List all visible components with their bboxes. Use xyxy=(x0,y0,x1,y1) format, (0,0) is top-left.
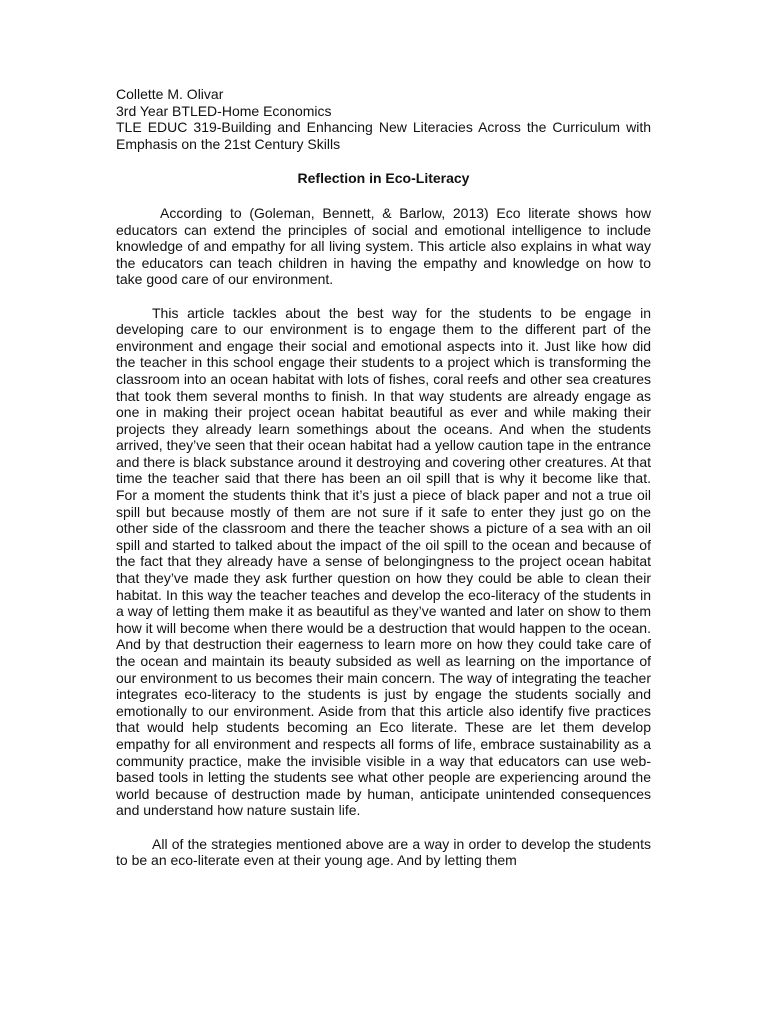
paragraph-2: This article tackles about the best way for the students to be engage in developing care to our environment is to engage them to the different part of the environment and engage their social and emotional aspects into it. Just like how did the teacher in this school engage their students to a project which is transforming the classroom into an ocean habitat with lots of fishes, coral reefs and other sea creatures that took them several months to finish. In that way students are already engage as one in making their project ocean habitat beautiful as ever and while making their projects they already learn somethings about the oceans. And when the students arrived, they’ve seen that their ocean habitat had a yellow caution tape in the entrance and there is black substance around it destroying and covering other creatures. At that time the teacher said that there has been an oil spill that is why it become like that. For a moment the students think that it’s just a piece of black paper and not a true oil spill but because mostly of them are not sure if it safe to enter they just go on the other side of the classroom and there the teacher shows a picture of a sea with an oil spill and started to talked about the impact of the oil spill to the ocean and because of the fact that they already have a sense of belongingness to the project ocean habitat that they’ve made they ask further question on how they could be able to clean their habitat. In this way the teacher teaches and develop the eco-literacy of the students in a way of letting them make it as beautiful as they’ve wanted and later on show to them how it will become when there would be a destruction that would happen to the ocean. And by that destruction their eagerness to learn more on how they could take care of the ocean and maintain its beauty subsided as well as learning on the importance of our environment to us becomes their main concern. The way of integrating the teacher integrates eco-literacy to the students is just by engage the students socially and emotionally to our environment. Aside from that this article also identify five practices that would help students becoming an Eco literate. These are let them develop empathy for all environment and respects all forms of life, embrace sustainability as a community practice, make the invisible visible in a way that educators can use web-based tools in letting the students see what other people are experiencing around the world because of destruction made by human, anticipate unintended consequences and understand how nature sustain life. xyxy=(116,304,651,819)
author-program: 3rd Year BTLED-Home Economics xyxy=(116,102,332,119)
document-page xyxy=(116,86,651,885)
paragraph-3: All of the strategies mentioned above are a way in order to develop the students to be an eco-literate even at their young age. And by letting them xyxy=(116,835,651,869)
paragraph-1: According to (Goleman, Bennett, & Barlow, 2013) Eco literate shows how educators can extend the principles of social and emotional intelligence to include knowledge of and empathy for all living system. This article also explains in what way the educators can teach children in having the empathy and knowledge on how to take good care of our environment. xyxy=(116,204,651,288)
author-name: Collette M. Olivar xyxy=(116,86,224,102)
course-title: TLE EDUC 319-Building and Enhancing New Literacies Across the Curriculum with Emphasis on the 21st Century Skills xyxy=(116,119,651,152)
document-title: Reflection in Eco-Literacy xyxy=(297,170,470,187)
